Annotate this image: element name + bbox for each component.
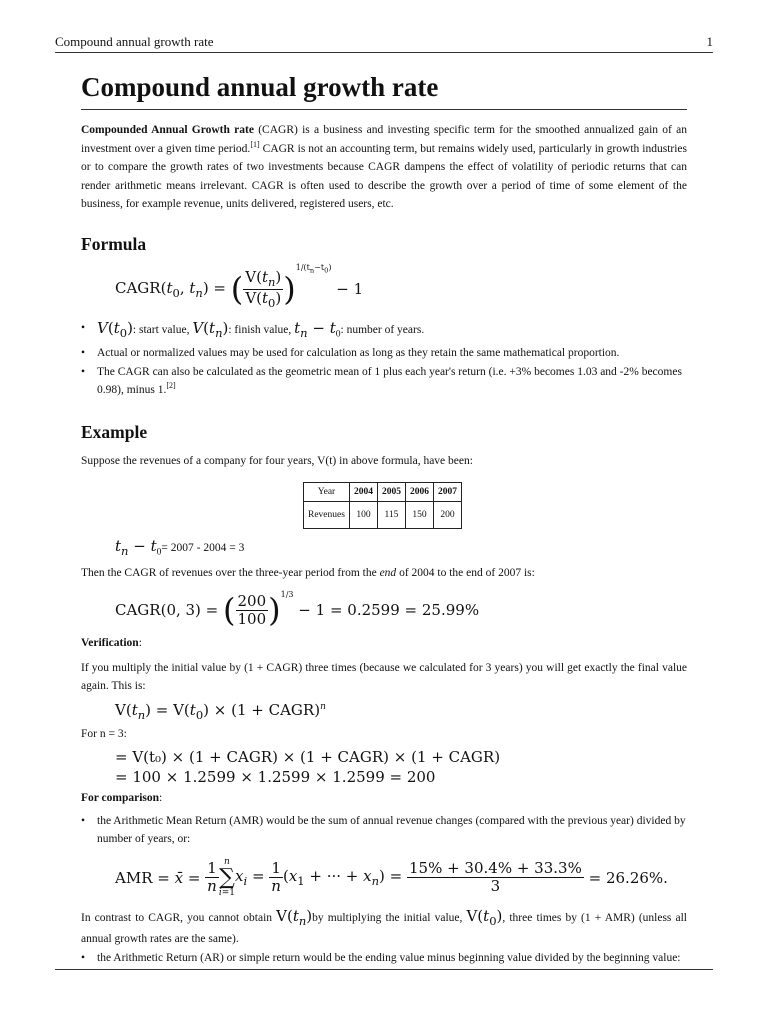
table-header-row — [304, 483, 462, 502]
ref-link-1[interactable]: [1] — [250, 139, 260, 149]
page-title: Compound annual growth rate — [81, 70, 687, 110]
comparison-bullets — [81, 812, 687, 849]
tn-calculation: $t_n - t_0= 2007 - 2004 = 3$ — [115, 537, 245, 559]
list-item: • $V(t_0)$: start value, $V(t_n)$: finish value, $t_n - t_0$: number of years. — [97, 319, 687, 344]
table-cell: 2007 — [433, 483, 461, 502]
formula-heading: Formula — [81, 233, 147, 254]
cagr-intro: Then the CAGR of revenues over the three-year period from the end of 2004 to the end of 2007 is: — [81, 566, 535, 579]
table-cell: Revenues — [304, 502, 350, 529]
table-cell: 2004 — [349, 483, 377, 502]
running-title: Compound annual growth rate — [55, 34, 214, 49]
footer-rule — [55, 969, 713, 970]
table-cell: 200 — [433, 502, 461, 529]
header-rule — [55, 52, 713, 53]
list-item: • the Arithmetic Mean Return (AMR) would be the sum of annual revenue changes (compared with the previous year) divided by number of years, or: — [97, 812, 687, 849]
intro-text-1: (CAGR) is a business and investing specific term for the smoothed annualized gain of an investment over a given time period. — [81, 124, 687, 155]
list-item: • The CAGR can also be calculated as the geometric mean of 1 plus each year's return (i.e. +3% becomes 1.03 and -2% becomes 0.98), minus 1.[2] — [97, 363, 687, 400]
list-item: • Actual or normalized values may be used for calculation as long as they retain the same mathematical proportion. — [97, 344, 687, 363]
verification-label-line: Verification: — [81, 637, 142, 650]
amr-formula: AMR = x̄ = $\frac{1}{n}$ n ∑ i=1 $x_i$ = $\frac{1}{n}$ ($x_1$ + ··· + $x_n$) = $\frac{15\% + 30.4\% + 33.3\%}{3}$ = 26.26%. — [115, 856, 668, 898]
table-cell: 2006 — [405, 483, 433, 502]
table-cell: 115 — [377, 502, 405, 529]
article-content — [81, 70, 687, 967]
example-intro: Suppose the revenues of a company for four years, V(t) in above formula, have been: — [81, 454, 473, 467]
for-n-3: For n = 3: — [81, 727, 127, 740]
intro-bold-term: Compounded Annual Growth rate — [81, 124, 254, 137]
ar-bullets — [81, 949, 687, 968]
cagr-example-formula: CAGR(0, 3) = ( $\frac{200}{100}$ ) 1/3 − 1 = 0.2599 = 25.99% — [115, 590, 480, 630]
table-cell: 2005 — [377, 483, 405, 502]
contrast-paragraph: In contrast to CAGR, you cannot obtain $V(t_n)by$ multiplying the initial value, $V(t_0)$, three times by (1 + AMR) (unless all annual growth rates are the same). — [81, 906, 688, 946]
revenue-table — [303, 482, 462, 529]
list-item: • the Arithmetic Return (AR) or simple return would be the ending value minus beginning value divided by the beginning value: — [97, 949, 687, 968]
formula-bullets — [81, 319, 687, 399]
intro-paragraph — [81, 121, 687, 214]
page-number: 1 — [706, 34, 713, 49]
expansion-line-2: = 100 × 1.2599 × 1.2599 × 1.2599 = 200 — [115, 768, 436, 787]
table-cell: 150 — [405, 502, 433, 529]
table-cell: Year — [304, 483, 350, 502]
cagr-formula: $CAGR(t_0$, $t_n$) = ( $\frac{V(t_n)}{V(t_0)}$ ) $1/(t_n-t_0)$ − 1 — [115, 263, 364, 310]
example-heading: Example — [81, 421, 148, 442]
ref-link-2[interactable]: [2] — [166, 381, 176, 391]
intro-text-2: CAGR is not an accounting term, but remains widely used, particularly in growth industries or to compare the growth rates of two investments because CAGR dampens the effect of volatility of periodic returns that can render arithmetic means irrelevant. CAGR is often used to describe the growth over a period of time of some element of the business, for example revenue, units delivered, registered users, etc. — [81, 142, 687, 211]
expansion-line-1: = V(t₀) × (1 + CAGR) × (1 + CAGR) × (1 + CAGR) — [115, 748, 501, 767]
verification-text: If you multiply the initial value by (1 + CAGR) three times (because we calculated for 3 years) you will get exactly the final value again. This is: — [81, 661, 687, 693]
table-cell: 100 — [349, 502, 377, 529]
comparison-label-line: For comparison: — [81, 792, 163, 805]
verification-formula: $V(t_n) = V(t_0) \times (1$ + CAGR)$^n$ — [115, 700, 326, 722]
table-row — [304, 502, 462, 529]
